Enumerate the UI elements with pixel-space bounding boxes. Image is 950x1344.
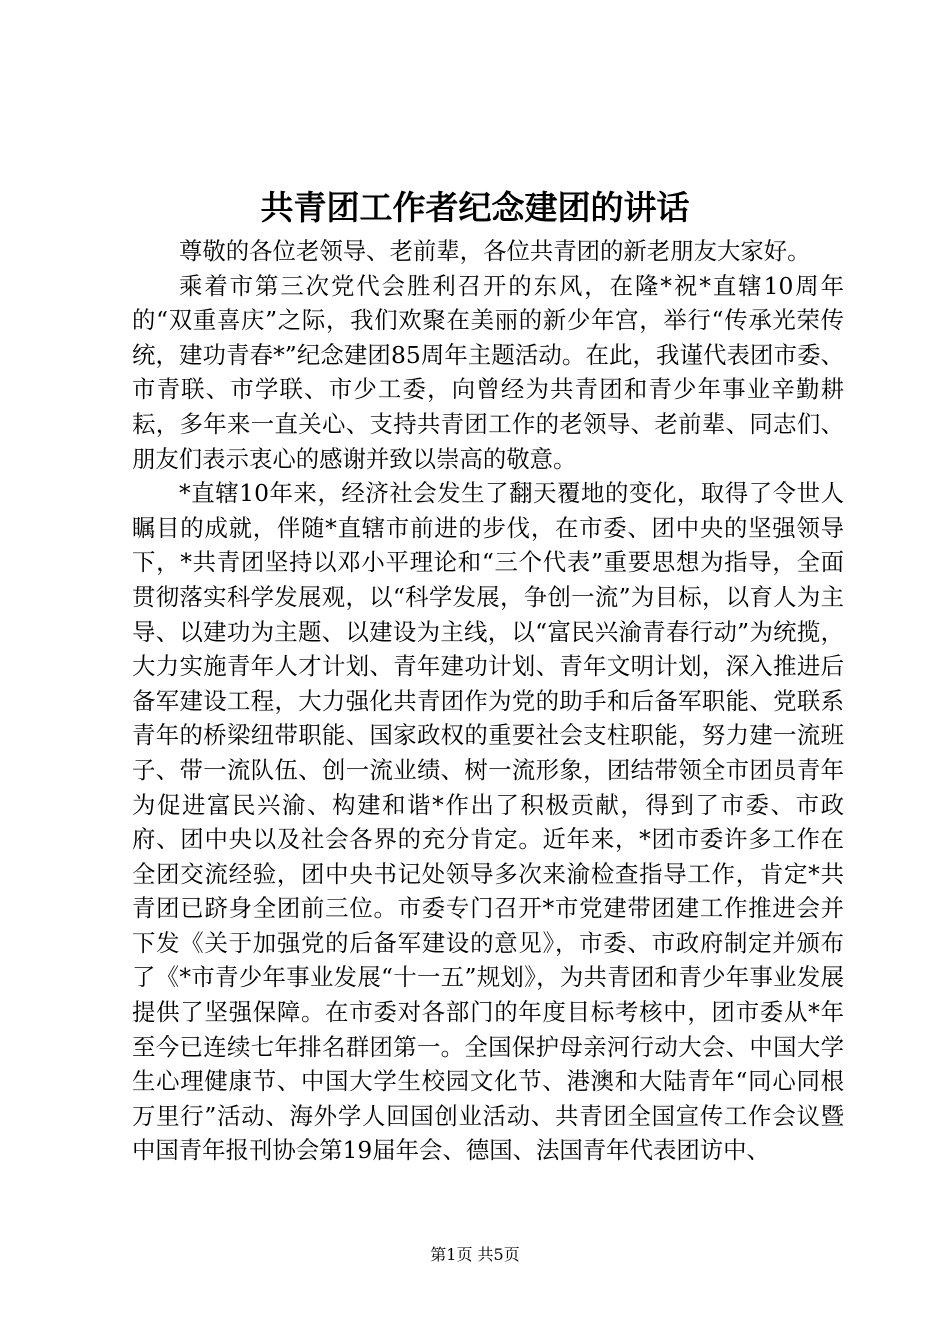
document-title: 共青团工作者纪念建团的讲话 [260,188,690,227]
paragraph-greeting: 尊敬的各位老领导、老前辈，各位共青团的新老朋友大家好。 [179,237,811,265]
page-number-footer: 第1页 共5页 [430,1245,520,1264]
paragraph-achievements: *直辖10年来，经济社会发生了翻天覆地的变化，取得了令世人瞩目的成就，伴随*直辖市前进的步伐，在市委、团中央的坚强领导下，*共青团坚持以邓小平理论和“三个代表”重要思想为指导，全面贯彻落实科学发展观，以“科学发展，争创一流”为目标，以育人为主导、以建功为主题、以建设为主线，以“富民兴渝青春行动”为统揽，大力实施青年人才计划、青年建功计划、青年文明计划，深入推进后备军建设工程，大力强化共青团作为党的助手和后备军职能、党联系青年的桥梁纽带职能、国家政权的重要社会支柱职能，努力建一流班子、带一流队伍、创一流业绩、树一流形象，团结带领全市团员青年为促进富民兴渝、构建和谐*作出了积极贡献，得到了市委、市政府、团中央以及社会各界的充分肯定。近年来，*团市委许多工作在全团交流经验，团中央书记处领导多次来渝检查指导工作，肯定*共青团已跻身全团前三位。市委专门召开*市党建带团建工作推进会并下发《关于加强党的后备军建设的意见》，市委、市政府制定并颁布了《*市青少年事业发展“十一五”规划》，为共青团和青少年事业发展提供了坚强保障。在市委对各部门的年度目标考核中，团市委从*年至今已连续七年排名群团第一。全国保护母亲河行动大会、中国大学生心理健康节、中国大学生校园文化节、港澳和大陆青年“同心同根万里行”活动、海外学人回国创业活动、共青团全国宣传工作会议暨中国青年报刊协会第19届年会、德国、法国青年代表团访中、 [132,479,844,1165]
paragraph-introduction: 乘着市第三次党代会胜利召开的东风，在隆*祝*直辖10周年的“双重喜庆”之际，我们欢聚在美丽的新少年宫，举行“传承光荣传统，建功青春*”纪念建团85周年主题活动。在此，我谨代表团市委、市青联、市学联、市少工委，向曾经为共青团和青少年事业辛勤耕耘，多年来一直关心、支持共青团工作的老领导、老前辈、同志们、朋友们表示衷心的感谢并致以崇高的敬意。 [132,271,844,473]
document-body [132,234,844,1168]
